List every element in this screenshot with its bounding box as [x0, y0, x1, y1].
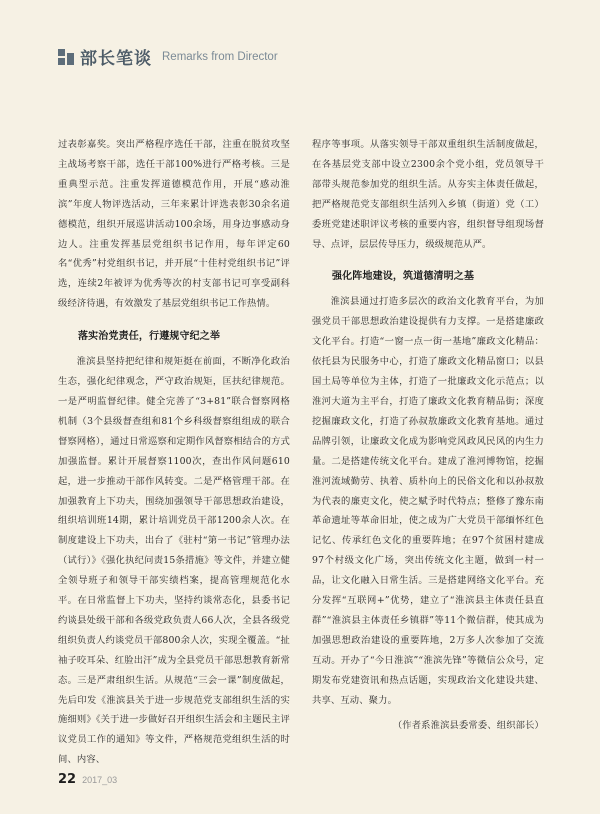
- subheading: 强化阵地建设，筑道德清明之基: [332, 271, 475, 283]
- section-title-en: Remarks from Director: [162, 50, 278, 63]
- paragraph: 程序等事项。从落实领导干部双重组织生活制度做起，在各基层党支部中设立2300余个党小组，党员领导干部带头规范参加党的组织生活。从夯实主体责任做起，把严格规范党支部组织生活列入乡镇（街道）党（工）委班党建述职评议考核的重要内容，组织督导组现场督导、点评，层层传导压力，级级规范从严。: [312, 139, 544, 250]
- author-note: （作者系淮滨县委常委、组织部长）: [392, 720, 544, 732]
- right-column: [312, 135, 544, 736]
- issue-label: 2017_03: [82, 775, 118, 785]
- left-column: [58, 135, 290, 770]
- paragraph: 淮滨县坚持把纪律和规矩挺在前面，不断净化政治生态，强化纪律观念，严守政治规矩，匡扶纪律规范。一是严明监督纪律。健全完善了“3+81”联合督察网格机制（3个县级督查组和81个乡科级督察组组成的联合督察网格），通过日常巡察和定期作风督察相结合的方式加强监督。累计开展督察1100次，查出作风问题610起，进一步推动干部作风转变。二是严格管理干部。在加强教育上下功夫，围绕加强领导干部思想政治建设，组织培训班14期，累计培训党员干部1200余人次。在制度建设上下功夫，出台了《驻村“第一书记”管理办法（试行）》《强化执纪问责15条措施》等文件，并建立健全领导班子和领导干部实绩档案，提高管理规范化水平。在日常监督上下功夫，坚持约谈常态化，县委书记约谈县处级干部和各级党政负责人66人次，全县各级党组织负责人约谈党员干部800余人次，实现全覆盖。“扯袖子咬耳朵、红脸出汗”成为全县党员干部思想教育新常态。三是严肃组织生活。从规范“三会一课”制度做起，先后印发《淮滨县关于进一步规范党支部组织生活的实施细则》《关于进一步做好召开组织生活会和主题民主评议党员工作的通知》等文件，严格规范党组织生活的时间、内容、: [58, 356, 290, 766]
- paragraph: 过表彰嘉奖。突出严格程序选任干部，注重在脱贫攻坚主战场考察干部，选任干部100%进行严格考核。三是重典型示范。注重发挥道德模范作用，开展“感动淮滨”年度人物评选活动，三年来累计评选表彰30余名道德模范，组织开展巡讲活动100余场，用身边事感动身边人。注重发挥基层党组织书记作用，每年评定60名“优秀”村党组织书记，并开展“十佳村党组织书记”评选，连续2年被评为优秀等次的村支部书记可享受副科级经济待遇，有效激发了基层党组织书记工作热情。: [58, 139, 290, 310]
- section-title-cn: 部长笔谈: [80, 49, 152, 69]
- page-number: 22: [58, 772, 77, 787]
- subheading: 落实治党责任，行遵规守纪之举: [78, 331, 221, 343]
- page-footer: [58, 772, 117, 787]
- section-header: [58, 44, 278, 69]
- paragraph: 淮滨县通过打造多层次的政治文化教育平台，为加强党员干部思想政治建设提供有力支撑。一是搭建廉政文化平台。打造“一窗一点一街一基地”廉政文化精品：依托县为民服务中心，打造了廉政文化精品窗口；以县国土局等单位为主体，打造了一批廉政文化示范点；以淮河大道为主平台，打造了廉政文化教育精品街；深度挖掘廉政文化，打造了孙叔敖廉政文化教育基地。通过品牌引领，让廉政文化成为影响党风政风民风的内生力量。二是搭建传统文化平台。建成了淮河博物馆，挖掘淮河流域勤劳、执着、质朴向上的民俗文化和以孙叔敖为代表的廉吏文化，使之赋予时代特点；整修了豫东南革命遗址等革命旧址，使之成为广大党员干部缅怀红色记忆、传承红色文化的重要阵地；在97个贫困村建成97个村级文化广场，突出传统文化主题，做到一村一品，让文化融入日常生活。三是搭建网络文化平台。充分发挥“互联网+”优势，建立了“淮滨县主体责任县直群”“淮滨县主体责任乡镇群”等11个微信群，使其成为加强思想政治建设的重要阵地，2万多人次参加了交流互动。开办了“今日淮滨”“淮滨先锋”等微信公众号，定期发布党建资讯和热点话题，实现政治文化建设共建、共享、互动、聚力。: [312, 296, 544, 706]
- section-logo-icon: [58, 49, 74, 65]
